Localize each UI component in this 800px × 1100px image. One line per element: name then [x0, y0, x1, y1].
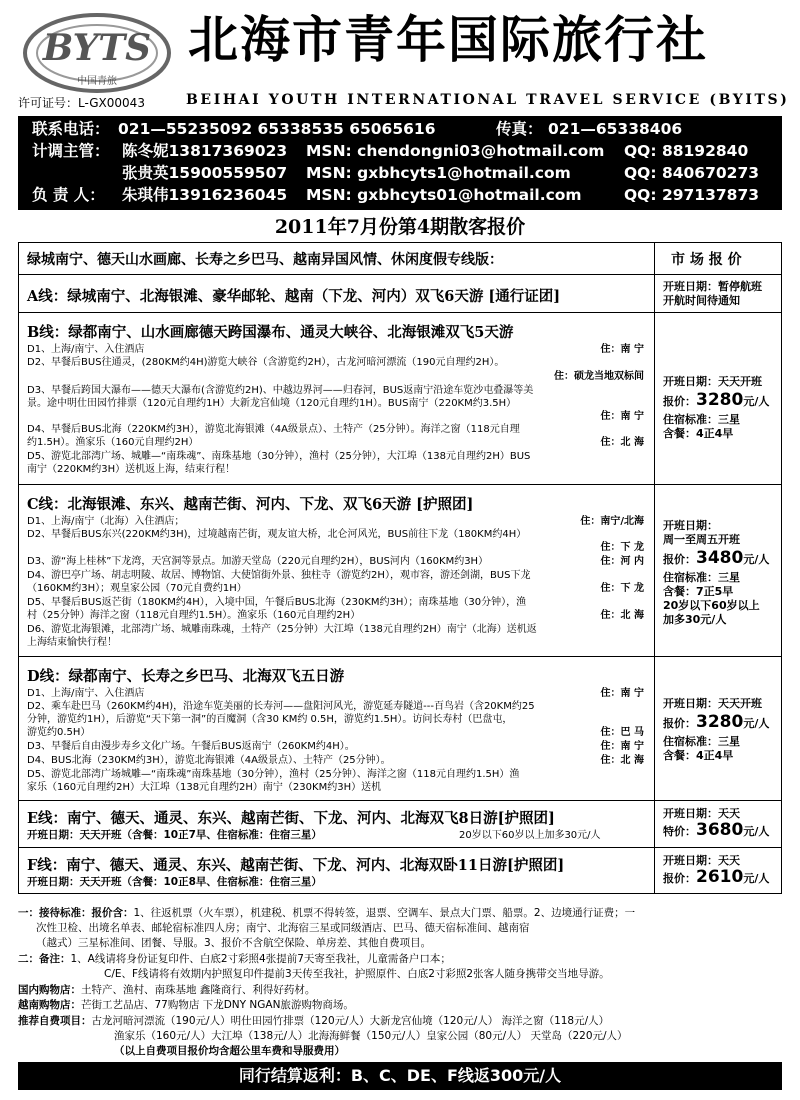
route-e-row: E线：南宁、德天、通灵、东兴、越南芒街、下龙、河内、北海双飞8日游[护照团] 开班日期：天天开班（含餐：10正7早、住宿标准：住宿三星） 20岁以下60岁以上加多30元/人 开班日期：天天 特价：3680元/人 — [19, 801, 781, 848]
table-header-row: 绿城南宁、德天山水画廊、长寿之乡巴马、越南异国风情、休闲度假专线版： 市 场 报 价 — [19, 243, 781, 275]
route-a-row: A线：绿城南宁、北海银滩、豪华邮轮、越南（下龙、河内）双飞6天游 [通行证团] 开班日期：暂停航班 开航时间待通知 — [19, 275, 781, 313]
route-f-row: F线：南宁、德天、通灵、东兴、越南芒街、下龙、河内、北海双卧11日游[护照团] 开班日期：天天开班（含餐：10正8早、住宿标准：住宿三星） 开班日期：天天 报价：2610元/人 — [19, 848, 781, 893]
route-c-row: C线：北海银滩、东兴、越南芒街、河内、下龙、双飞6天游 [护照团] D1、上海/南宁（北海）入住酒店； 住：南宁/北海 D2、早餐后BUS东兴(220KM约3H)，过境越南芒街，观友谊大桥，北仑河风光，BUS前往下龙（180KM约4H） 住：下 龙 D3、游“海上桂林”下龙湾，天宫洞等景点。加游天堂岛（220元自理约2H），BUS河内（160KM约3H） 住：河 内 D4、游巴亭广场、胡志明陵、故居、博物馆、大使馆街外景、独柱寺（游览约2H），观市容，游还剑湖，BUS下龙 （160KM约3H）；观皇家公园（70元自费约1H） 住：下 龙 D5、早餐后BUS返芒街（180KM约4H），入境中国，午餐后BUS北海（230KM约3H）；南珠基地（30分钟），渔 村（25分钟）海洋之窗（118元自理约1.5H）。渔家乐（160元自理约2H） 住：北 海 D6、游览北海银滩，北部湾广场、城雕南珠魂，土特产（25分钟）大江埠（138元自理约2H）南宁（北海）送机返 上海结束愉快行程！ 开班日期： 周一至周五开班 报价：3480元/人 住宿标准：三星 含餐：7正5早 20岁以下60岁以上 加多30元/人 — [19, 485, 781, 657]
route-d-row: D线：绿都南宁、长寿之乡巴马、北海双飞五日游 D1、上海/南宁、入住酒店 住：南 宁 D2、乘车赴巴马（260KM约4H)，沿途车览美丽的长寿河——盘阳河风光，游览延寿隧道---百鸟岩（含20KM约25 分钟，游览约1H），后游览“天下第一洞”的百魔洞（含30 KM约 0.5H，游览约1.5H）。访问长寿村（巴盘屯， 游览约0.5H） 住：巴 马 D3、早餐后自由漫步寿乡文化广场。午餐后BUS返南宁（260KM约4H）。 住：南 宁 D4、BUS北海（230KM约3H），游览北海银滩（4A级景点）、土特产（25分钟）。 住：北 海 D5、游览北部湾广场城雕—“南珠魂”南珠基地（30分钟），渔村（25分钟）、海洋之窗（118元自理约1.5H）渔 家乐（160元自理约2H）大江埠（138元自理约2H）南宁（230KM约3H）送机 开班日期：天天开班 报价：3280元/人 住宿标准：三星 含餐：4正4早 — [19, 657, 781, 801]
header — [0, 0, 800, 116]
footer-rebate: 同行结算返利：B、C、DE、F线返300元/人 — [18, 1062, 782, 1090]
agency-name-cn: 北海市青年国际旅行社 — [188, 10, 708, 69]
contact-bar: 联系电话： 021—55235092 65338535 65065616 传真： 021—65338406 计调主管： 陈冬妮13817369023 MSN: chendongni03@hotmail.com QQ: 88192840 张贵英15900559507 MSN: gxbhcyts1@hotmail.com QQ: 840670273 负 责 人： 朱琪伟13916236045 MSN: gxbhcyts01@hotmail.com QQ: 297137873 — [18, 116, 782, 210]
price-table — [18, 242, 782, 894]
route-b-row: B线：绿都南宁、山水画廊德天跨国瀑布、通灵大峡谷、北海银滩双飞5天游 D1、上海/南宁、入住酒店 住：南 宁 D2、早餐后BUS往通灵，(280KM约4H)游览大峡谷（含游览约2H），古龙河暗河漂流（190元自理约2H）。 住：硕龙当地双标间 D3、早餐后跨国大瀑布——德天大瀑布(含游览约2H)、中越边界河——归春河，BUS返南宁沿途车览沙屯叠瀑等美 景。途中明仕田园竹排票（120元自理约1H）大新龙宫仙境（120元自理约1H）。BUS南宁（220KM约3.5H） 住：南 宁 D4、早餐后BUS北海（220KM约3H），游览北海银滩（4A级景点）、土特产（25分钟）。海洋之窗（118元自理 约1.5H）。渔家乐（160元自理约2H） 住：北 海 D5、游览北部湾广场、城雕—“南珠魂”、南珠基地（30分钟），渔村（25分钟），大江埠（138元自理约2H）BUS 南宁（220KM约3H）送机返上海，结束行程！ 开班日期：天天开班 报价：3280元/人 住宿标准：三星 含餐：4正4早 — [19, 313, 781, 485]
license: 许可证号：L-GX00043 — [18, 96, 145, 110]
svg-text:中国青旅: 中国青旅 — [77, 76, 117, 87]
agency-logo — [22, 12, 172, 94]
tour-price-sheet: BYTS 中国青旅 北海市青年国际旅行社 许可证号：L-GX00043 BEIHAI YOUTH INTERNATIONAL TRAVEL SERVICE (BYITS) 联系电话： 021—55235092 65338535 65065616 传真： 021—65338406 计调主管： 陈冬妮13817369023 MSN: chendongni03@hotmail.com QQ: 88192840 张贵英15900559507 MSN: gxbhcyts1@hotmail.com QQ: 840670273 负 责 人： 朱琪伟13916236045 MSN: gxbhcyts01@hotmail.com QQ: 297137873 2011年7月份第4期散客报价 绿城南宁、德天山水画廊、长寿之乡巴马、越南异国风情、休闲度假专线版： 市 场 报 价 A线：绿城南宁、北海银滩、豪华邮轮、越南（下龙、河内）双飞6天游 [通行证团] 开班日期：暂停航班 开航时间待通知 B线：绿都南宁、山水画廊德天跨国瀑布、通灵大峡谷、北海银滩双飞5天游 D1、上海/南宁、入住酒店 住：南 宁 D2、早餐后BUS往通灵，(280KM约4H)游览大峡谷（含游览约2H），古龙河暗河漂流（190元自理约2H）。 住：硕龙当地双标间 D3、早餐后跨国大瀑布——德天大瀑布(含游览约2H)、中越边界河——归春河，BUS返南宁沿途车览沙屯叠瀑等美 景。途中明仕田园竹排票（120元自理约1H）大新龙宫仙境（120元自理约1H）。BUS南宁（220KM约3.5H） 住：南 宁 D4、早餐后BUS北海（220KM约3H），游览北海银滩（4A级景点）、土特产（25分钟）。海洋之窗（118元自理 约1.5H）。渔家乐（160元自理约2H） 住：北 海 D5、游览北部湾广场、城雕—“南珠魂”、南珠基地（30分钟），渔村（25分钟），大江埠（138元自理约2H）BUS 南宁（220KM约3H）送机返上海，结束行程！ 开班日期：天天开班 报价：3280元/人 住宿标准：三星 含餐：4正4早 C线：北海银滩、东兴、越南芒街、河内、下龙、双飞6天游 [护照团] D1、上海/南宁（北海）入住酒店； 住：南宁/北海 D2、早餐后BUS东兴(220KM约3H)，过境越南芒街，观友谊大桥，北仑河风光，BUS前往下龙（180KM约4H） 住：下 龙 D3、游“海上桂林”下龙湾，天宫洞等景点。加游天堂岛（220元自理约2H），BUS河内（160KM约3H） 住：河 内 D4、游巴亭广场、胡志明陵、故居、博物馆、大使馆街外景、独柱寺（游览约2H），观市容，游还剑湖，BUS下龙 （160KM约3H）；观皇家公园（70元自费约1H） 住：下 龙 D5、早餐后BUS返芒街（180KM约4H），入境中国，午餐后BUS北海（230KM约3H）；南珠基地（30分钟），渔 村（25分钟）海洋之窗（118元自理约1.5H）。渔家乐（160元自理约2H） 住：北 海 D6、游览北海银滩，北部湾广场、城雕南珠魂，土特产（25分钟）大江埠（138元自理约2H）南宁（北海）送机返 上海结束愉快行程！ 开班日期： 周一至周五开班 报价：3480元/人 住宿标准：三星 含餐：7正5早 20岁以下60岁以上 加多30元/人 D线：绿都南宁、长寿之乡巴马、北海双飞五日游 D1、上海/南宁、入住酒店 住：南 宁 D2、乘车赴巴马（260KM约4H)，沿途车览美丽的长寿河——盘阳河风光，游览延寿隧道---百鸟岩（含20KM约25 分钟，游览约1H），后游览“天下第一洞”的百魔洞（含30 KM约 0.5H，游览约1.5H）。访问长寿村（巴盘屯， 游览约0.5H） 住：巴 马 D3、早餐后自由漫步寿乡文化广场。午餐后BUS返南宁（260KM约4H）。 住：南 宁 D4、BUS北海（230KM约3H），游览北海银滩（4A级景点）、土特产（25分钟）。 住：北 海 D5、游览北部湾广场城雕—“南珠魂”南珠基地（30分钟），渔村（25分钟）、海洋之窗（118元自理约1.5H）渔 家乐（160元自理约2H）大江埠（138元自理约2H）南宁（230KM约3H）送机 开班日期：天天开班 报价：3280元/人 住宿标准：三星 含餐：4正4早 E线：南宁、德天、通灵、东兴、越南芒街、下龙、河内、北海双飞8日游[护照团] 开班日期：天天开班（含餐：10正7早、住宿标准：住宿三星） 20岁以下60岁以上加多30元/人 开班日期：天天 特价：3680元/人 F线：南宁、德天、通灵、东兴、越南芒街、下龙、河内、北海双卧11日游[护照团] 开班日期：天天开班（含餐：10正8早、住宿标准：住宿三星） 开班日期：天天 报价：2610元/人 一：接待标准：报价含：1、往返机票（火车票），机建税、机票不得转签，退票、空调车、景点大门票、船票。2、边境通行证费；一 次性卫检、出境名单表、邮轮宿标准四人房；南宁、北海宿三星或同级酒店、巴马、德天宿标准间、越南宿 （越式）三星标准间、团餐、导服。3、报价不含航空保险、单房差、其他自费项目。 二：备注：1、A线请将身份证复印件、白底2寸彩照4张提前7天寄至我社，儿童需备户口本； C/E、F线请将有效期内护照复印件提前3天传至我社，护照原件、白底2寸彩照2张客人随身携带交当地导游。 国内购物店：土特产、渔村、南珠基地 鑫隆商行、利得好药材。 越南购物店：芒街工艺品店、77购物店 下龙DNY NGAN旅游购物商场。 推荐自费项目：古龙河暗河漂流（190元/人）明仕田园竹排票（120元/人）大新龙宫仙境（120元/人） 海洋之窗（118元/人） 渔家乐（160元/人）大江埠（138元/人）北海海鲜餐（150元/人）皇家公园（80元/人） 天堂岛（220元/人） （以上自费项目报价均含超公里车费和导服费用） 同行结算返利：B、C、DE、F线返300元/人 — [0, 0, 800, 1100]
svg-text:BYTS: BYTS — [42, 27, 152, 69]
page-title: 2011年7月份第4期散客报价 — [274, 216, 526, 238]
agency-name-en: BEIHAI YOUTH INTERNATIONAL TRAVEL SERVICE (BYITS) — [186, 92, 790, 108]
